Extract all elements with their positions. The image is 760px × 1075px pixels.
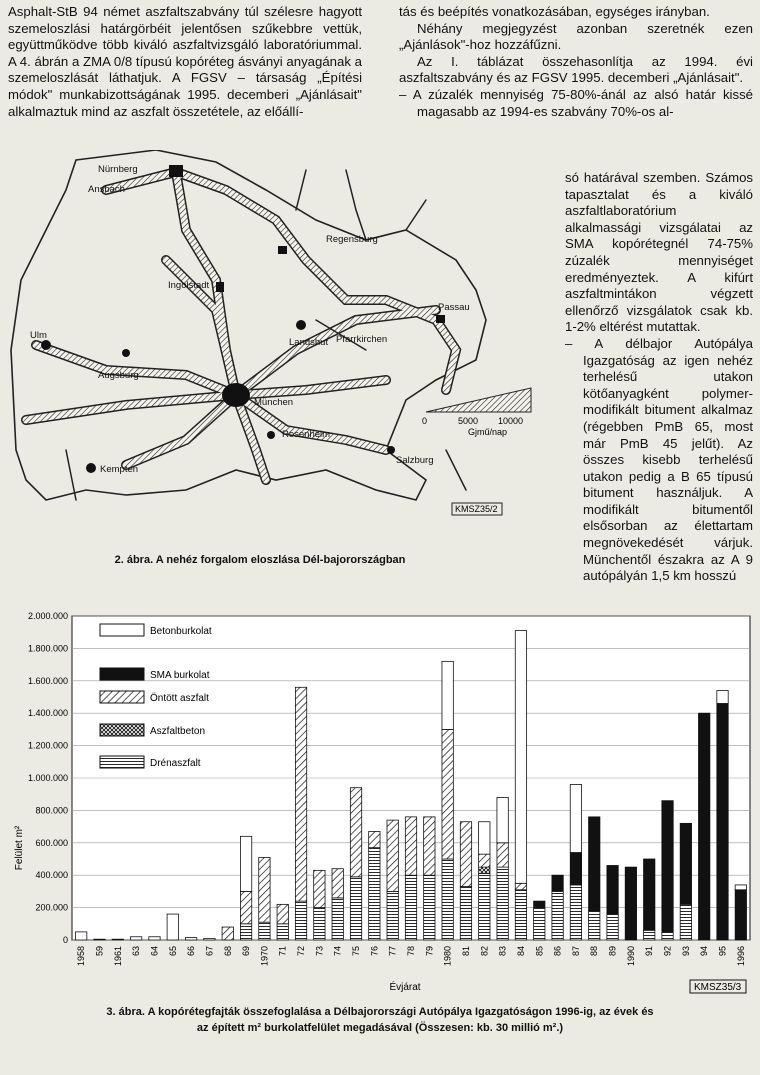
- bar-segment: [717, 703, 728, 940]
- x-tick-label: 76: [369, 946, 380, 957]
- x-tick-label: 1980: [442, 946, 453, 967]
- bar-segment: [497, 867, 508, 940]
- bar-segment: [735, 885, 746, 890]
- x-tick-label: 85: [534, 946, 545, 957]
- legend-label: Betonburkolat: [150, 626, 212, 637]
- bar-segment: [497, 843, 508, 867]
- figure-ref: KMSZ35/2: [455, 504, 498, 514]
- bar-segment: [699, 713, 710, 940]
- city-label: Augsburg: [98, 370, 139, 381]
- bar-segment: [277, 924, 288, 940]
- y-tick-label: 1.400.000: [27, 708, 68, 719]
- bar-segment: [607, 865, 618, 914]
- bar-segment: [204, 938, 215, 940]
- traffic-map: [6, 150, 554, 540]
- x-tick-label: 66: [186, 946, 197, 957]
- paragraph: – A zúzalék mennyiség 75-80%-ánál az alsó határ kissé magasabb az 1994-es szabvány 70%-os al-: [399, 86, 753, 119]
- x-tick-label: 87: [570, 946, 581, 957]
- bar-segment: [497, 797, 508, 842]
- y-tick-label: 800.000: [35, 805, 68, 816]
- x-tick-label: 68: [222, 946, 233, 957]
- bar-segment: [570, 885, 581, 940]
- bar-segment: [424, 875, 435, 940]
- bar-segment: [607, 914, 618, 940]
- x-tick-label: 69: [241, 946, 252, 957]
- bar-segment: [369, 848, 380, 940]
- bar-segment: [94, 939, 105, 940]
- bar-segment: [570, 784, 581, 852]
- surface-chart: [0, 598, 760, 1030]
- bar-segment: [552, 891, 563, 940]
- legend-label: Aszfaltbeton: [150, 726, 206, 737]
- y-tick-label: 400.000: [35, 870, 68, 881]
- bar-segment: [680, 823, 691, 904]
- y-tick-label: 1.800.000: [27, 643, 68, 654]
- bar-segment: [644, 859, 655, 930]
- bar-segment: [442, 661, 453, 729]
- x-tick-label: 79: [424, 946, 435, 957]
- x-tick-label: 89: [607, 946, 618, 957]
- city-label: Ulm: [30, 330, 47, 341]
- city-label: Salzburg: [396, 455, 434, 466]
- bar-segment: [570, 853, 581, 885]
- figure-ref: KMSZ35/3: [694, 982, 742, 993]
- x-tick-label: 63: [131, 946, 142, 957]
- x-tick-label: 82: [479, 946, 490, 957]
- article-left-column: [8, 4, 362, 120]
- bar-segment: [405, 875, 416, 940]
- bar-segment: [259, 857, 270, 922]
- bar-segment: [424, 817, 435, 875]
- bar-segment: [240, 836, 251, 891]
- bar-segment: [350, 877, 361, 940]
- y-tick-label: 2.000.000: [27, 611, 68, 621]
- scale-unit: Gjmű/nap: [468, 427, 508, 437]
- y-tick-label: 1.600.000: [27, 675, 68, 686]
- plot-area: [28, 611, 750, 966]
- bar-segment: [460, 822, 471, 887]
- bar-segment: [130, 937, 141, 940]
- x-tick-label: 65: [167, 946, 178, 957]
- bar-segment: [387, 891, 398, 940]
- scale-tick: 5000: [458, 416, 479, 426]
- scale-tick: 10000: [498, 416, 524, 426]
- bar-segment: [240, 924, 251, 940]
- x-axis-label: Évjárat: [389, 982, 421, 993]
- x-tick-label: 1996: [735, 946, 746, 967]
- bar-segment: [589, 911, 600, 940]
- article-right-column: [399, 4, 753, 120]
- bar-segment: [717, 691, 728, 704]
- bar-segment: [442, 729, 453, 859]
- x-tick-label: 59: [94, 946, 105, 957]
- x-tick-label: 71: [277, 946, 288, 957]
- city-label: Pfarrkirchen: [336, 334, 388, 345]
- x-tick-label: 83: [497, 946, 508, 957]
- x-tick-label: 86: [552, 946, 563, 957]
- x-tick-label: 77: [387, 946, 398, 957]
- bar-segment: [240, 891, 251, 923]
- x-tick-label: 81: [460, 946, 471, 957]
- bar-segment: [479, 854, 490, 867]
- bar-segment: [479, 867, 490, 873]
- x-tick-label: 1958: [76, 946, 87, 967]
- chart-caption-line2: az épített m² burkolatfelület megadásával (Összesen: kb. 30 millió m².): [196, 1022, 564, 1034]
- bar-segment: [387, 820, 398, 891]
- bar-segment: [534, 901, 545, 907]
- paragraph: Asphalt-StB 94 német aszfaltszabvány túl szélesre hagyott szemeloszlási határgörbéit jelentősen szűkebbre vettük, együttműködve több kiváló aszfaltvizsgáló laboratóriummal. A 4. ábrán a ZMA 0/8 típusú kopóréteg ásványi anyagának a szemeloszlását láthatjuk. A FGSV – társaság „Építési módok" munkabizottságának 1995. decemberi „Ajánlásait" alkalmaztuk mind az aszfalt összetétele, az előállí-: [8, 4, 362, 119]
- bar-segment: [259, 922, 270, 940]
- city-label: Ingolstadt: [168, 280, 210, 291]
- x-tick-label: 72: [296, 946, 307, 957]
- bar-segment: [515, 890, 526, 940]
- bar-segment: [625, 867, 636, 940]
- x-tick-label: 78: [406, 946, 416, 957]
- bar-segment: [534, 908, 545, 940]
- city-label: Landshut: [289, 337, 329, 348]
- paragraph: – A délbajor Autópálya Igazgatóság az igen nehéz terhelésű utakon kötőanyagként polymer-modifikált bitument alkalmaz (régebben PmB 65, most már PmB 45 jelűt). Az összes kisebb terhelésű utakon pedig a B 65 típusú bitument használjuk. A modifikált bitumentől elsősorban az élettartam megnövekedését várjuk. Münchentől északra az A 9 autópályán 1,5 km hosszú: [565, 335, 753, 584]
- bar-segment: [479, 874, 490, 940]
- y-tick-label: 600.000: [35, 837, 68, 848]
- x-tick-label: 91: [644, 946, 655, 957]
- y-tick-label: 1.000.000: [27, 773, 68, 783]
- bar-segment: [222, 927, 233, 940]
- x-tick-label: 74: [332, 946, 343, 957]
- x-tick-label: 93: [680, 946, 691, 957]
- bar-segment: [295, 687, 306, 901]
- x-tick-label: 92: [662, 946, 673, 957]
- x-tick-label: 75: [351, 946, 362, 957]
- bar-segment: [277, 904, 288, 923]
- x-tick-label: 94: [699, 946, 710, 957]
- bar-segment: [662, 801, 673, 932]
- bar-segment: [442, 859, 453, 940]
- legend-label: Öntött aszfalt: [150, 693, 209, 704]
- y-axis-label: Felület m²: [14, 825, 25, 871]
- bar-segment: [332, 869, 343, 898]
- bar-segment: [112, 939, 123, 940]
- legend-label: Drénaszfalt: [150, 758, 201, 769]
- x-tick-label: 67: [204, 946, 215, 957]
- bar-segment: [185, 938, 196, 940]
- bar-segment: [369, 831, 380, 847]
- scale-tick: 0: [422, 416, 428, 426]
- bar-segment: [662, 932, 673, 940]
- city-label: Kempten: [100, 464, 139, 475]
- bar-segment: [405, 817, 416, 875]
- bar-segment: [680, 904, 691, 940]
- bar-segment: [515, 631, 526, 884]
- paragraph: Az I. táblázat összehasonlítja az 1994. évi aszfaltszabvány és az FGSV 1995. decemberi „Ajánlásait".: [399, 53, 753, 86]
- bar-segment: [75, 932, 86, 940]
- bar-segment: [515, 883, 526, 889]
- map-caption: 2. ábra. A nehéz forgalom eloszlása Dél-bajorországban: [114, 554, 406, 566]
- y-tick-label: 200.000: [35, 902, 68, 913]
- bar-segment: [332, 898, 343, 940]
- bar-segment: [314, 870, 325, 907]
- x-tick-label: 1961: [112, 946, 123, 967]
- bar-segment: [735, 890, 746, 940]
- bar-segment: [460, 887, 471, 940]
- paragraph: tás és beépítés vonatkozásában, egységes irányban.: [399, 4, 710, 19]
- x-tick-label: 88: [589, 946, 600, 957]
- city-label: Ansbach: [88, 184, 125, 195]
- city-label: Rosenheim: [282, 429, 331, 440]
- bar-segment: [479, 822, 490, 854]
- y-tick-label: 0: [62, 935, 68, 945]
- paragraph: Néhány megjegyzést azonban szeretnék ezen „Ajánlások"-hoz hozzáfűzni.: [399, 20, 753, 53]
- city-label: Nürnberg: [98, 164, 138, 175]
- x-tick-label: 1990: [625, 946, 636, 967]
- city-label: Regensburg: [326, 234, 378, 245]
- bar-segment: [552, 875, 563, 891]
- y-tick-label: 1.200.000: [27, 740, 68, 751]
- city-label: Passau: [438, 302, 470, 313]
- x-tick-label: 1970: [259, 946, 270, 967]
- bar-segment: [149, 937, 160, 940]
- bar-segment: [644, 930, 655, 940]
- x-tick-label: 84: [515, 946, 526, 957]
- bar-segment: [589, 817, 600, 911]
- legend-label: SMA burkolat: [150, 670, 210, 681]
- bar-segment: [295, 901, 306, 940]
- article-narrow-column: [565, 170, 753, 585]
- x-tick-label: 64: [149, 946, 160, 957]
- paragraph: só határával szemben. Számos tapasztalat és a kiváló aszfaltlaboratórium alkalmassági vizsgálatai az SMA kopórétegnél 74-75% zúzalék mennyiséget eredményeztek. A kifúrt aszfaltmintákon végzett ellenőrző vizsgálatok csak kb. 1-2% eltérést mutattak.: [565, 170, 753, 335]
- city-label: München: [254, 397, 294, 408]
- x-tick-label: 73: [314, 946, 325, 957]
- bar-segment: [350, 788, 361, 877]
- x-tick-label: 95: [717, 946, 728, 957]
- chart-caption-line1: 3. ábra. A kopórétegfajták összefoglalása a Délbajorországi Autópálya Igazgatóságon 1996-ig, az évek és: [106, 1006, 654, 1018]
- bar-segment: [167, 914, 178, 940]
- bar-segment: [314, 908, 325, 940]
